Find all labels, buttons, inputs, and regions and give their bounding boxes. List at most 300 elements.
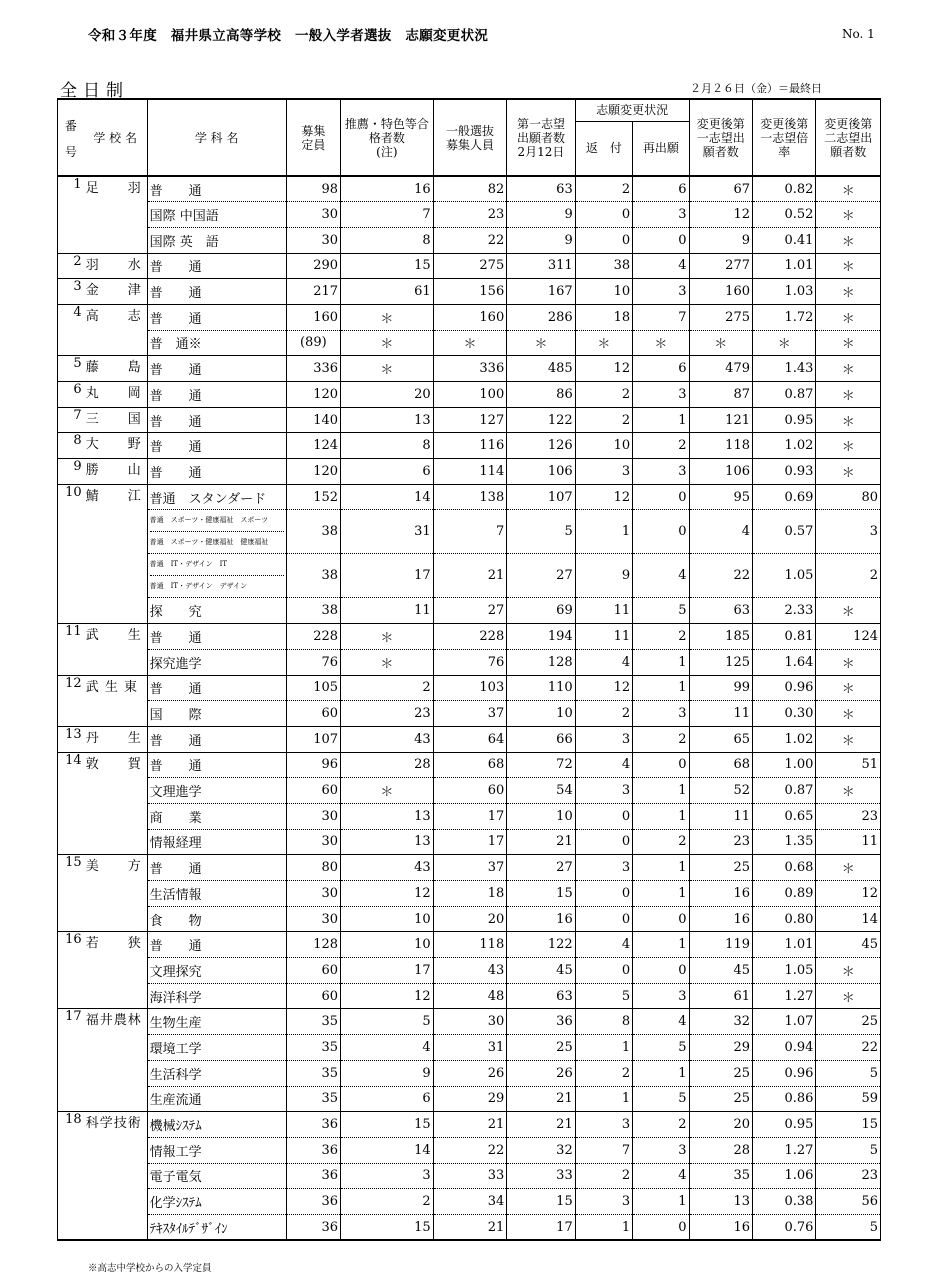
- school-name: 若 狭: [84, 932, 147, 1009]
- table-row: [58, 1086, 881, 1112]
- cell-ratio: 0.86: [753, 1086, 816, 1112]
- cell-quota: 80: [286, 855, 340, 881]
- cell-reapplied: 4: [633, 253, 689, 279]
- cell-after-first: 28: [689, 1137, 752, 1163]
- cell-second: 25: [816, 1009, 881, 1035]
- cell-after-first: 35: [689, 1163, 752, 1189]
- cell-first-choice: 66: [507, 726, 575, 752]
- cell-reapplied: 0: [633, 484, 689, 510]
- cell-returned: 2: [575, 382, 632, 408]
- cell-general: 103: [433, 675, 507, 701]
- cell-general: 31: [433, 1035, 507, 1061]
- cell-ratio: 0.30: [753, 701, 816, 727]
- cell-quota: 140: [286, 407, 340, 433]
- cell-second: 45: [816, 932, 881, 958]
- table-row: [58, 1060, 881, 1086]
- cell-second: 15: [816, 1112, 881, 1138]
- cell-suisen: 12: [341, 881, 434, 907]
- cell-first-choice: 25: [507, 1035, 575, 1061]
- cell-quota: 152: [286, 484, 340, 510]
- table-row: [58, 932, 881, 958]
- table-row: [58, 407, 881, 433]
- cell-returned: 38: [575, 253, 632, 279]
- cell-quota: 128: [286, 932, 340, 958]
- cell-quota: 120: [286, 459, 340, 485]
- cell-reapplied: 4: [633, 554, 689, 598]
- cell-reapplied: 1: [633, 778, 689, 804]
- col-first-choice: 第一志望出願者数 2月12日: [507, 99, 575, 176]
- cell-first-choice: 69: [507, 598, 575, 624]
- cell-second: 5: [816, 1137, 881, 1163]
- cell-general: 21: [433, 554, 507, 598]
- cell-second: ＊: [816, 176, 881, 202]
- cell-ratio: 1.02: [753, 726, 816, 752]
- cell-after-first: 13: [689, 1189, 752, 1215]
- table-row: [58, 1035, 881, 1061]
- cell-after-first: 479: [689, 356, 752, 382]
- cell-general: 20: [433, 906, 507, 932]
- cell-first-choice: 36: [507, 1009, 575, 1035]
- cell-ratio: 0.87: [753, 778, 816, 804]
- footnote: ※高志中学校からの入学定員: [88, 1263, 212, 1274]
- cell-reapplied: 3: [633, 279, 689, 305]
- cell-suisen: 20: [341, 382, 434, 408]
- cell-second: ＊: [816, 382, 881, 408]
- cell-general: 114: [433, 459, 507, 485]
- col-after-first: 変更後第一志望出願者数: [689, 99, 752, 176]
- cell-first-choice: 63: [507, 983, 575, 1009]
- cell-reapplied: 2: [633, 1112, 689, 1138]
- cell-after-first: 32: [689, 1009, 752, 1035]
- col-dept: 学 科 名: [147, 99, 286, 176]
- cell-general: 100: [433, 382, 507, 408]
- cell-suisen: 2: [341, 1189, 434, 1215]
- cell-after-first: 45: [689, 958, 752, 984]
- school-number: 18: [58, 1112, 84, 1240]
- cell-quota: 107: [286, 726, 340, 752]
- table-row: [58, 176, 881, 202]
- cell-general: 34: [433, 1189, 507, 1215]
- cell-first-choice: 9: [507, 227, 575, 253]
- cell-reapplied: 2: [633, 829, 689, 855]
- cell-general: 48: [433, 983, 507, 1009]
- cell-ratio: 1.00: [753, 752, 816, 778]
- cell-ratio: 1.02: [753, 433, 816, 459]
- cell-general: 160: [433, 304, 507, 330]
- cell-second: 59: [816, 1086, 881, 1112]
- cell-reapplied: 3: [633, 1137, 689, 1163]
- cell-suisen: 16: [341, 176, 434, 202]
- school-name: 科学技術: [84, 1112, 147, 1240]
- cell-first-choice: 27: [507, 554, 575, 598]
- cell-reapplied: 5: [633, 598, 689, 624]
- col-returned: 返 付: [575, 121, 632, 176]
- cell-ratio: 0.81: [753, 624, 816, 650]
- cell-ratio: 0.41: [753, 227, 816, 253]
- cell-ratio: 1.01: [753, 253, 816, 279]
- cell-quota: 290: [286, 253, 340, 279]
- cell-first-choice: 286: [507, 304, 575, 330]
- cell-quota: 160: [286, 304, 340, 330]
- cell-first-choice: 485: [507, 356, 575, 382]
- cell-second: 124: [816, 624, 881, 650]
- cell-suisen: ＊: [341, 304, 434, 330]
- cell-returned: 0: [575, 829, 632, 855]
- cell-suisen: 13: [341, 803, 434, 829]
- cell-reapplied: 0: [633, 958, 689, 984]
- cell-second: ＊: [816, 701, 881, 727]
- cell-after-first: 9: [689, 227, 752, 253]
- cell-quota: 30: [286, 227, 340, 253]
- cell-after-first: 106: [689, 459, 752, 485]
- cell-second: ＊: [816, 598, 881, 624]
- cell-after-first: 67: [689, 176, 752, 202]
- cell-ratio: 0.65: [753, 803, 816, 829]
- cell-reapplied: 4: [633, 1163, 689, 1189]
- report-date: ２月２６日（金）＝最終日: [690, 82, 822, 95]
- school-number: 4: [58, 304, 84, 355]
- cell-ratio: 0.96: [753, 1060, 816, 1086]
- cell-quota: 30: [286, 829, 340, 855]
- cell-general: 23: [433, 202, 507, 228]
- school-number: 3: [58, 279, 84, 305]
- cell-first-choice: 16: [507, 906, 575, 932]
- cell-ratio: 1.72: [753, 304, 816, 330]
- cell-after-first: 25: [689, 855, 752, 881]
- table-row: [58, 202, 881, 228]
- cell-second: ＊: [816, 855, 881, 881]
- department-name: 普 通: [147, 932, 286, 958]
- cell-quota: 30: [286, 906, 340, 932]
- cell-after-first: 63: [689, 598, 752, 624]
- cell-reapplied: 3: [633, 382, 689, 408]
- school-name: 丹 生: [84, 726, 147, 752]
- cell-ratio: 0.95: [753, 1112, 816, 1138]
- cell-ratio: 0.76: [753, 1214, 816, 1240]
- cell-first-choice: 21: [507, 829, 575, 855]
- table-row: [58, 983, 881, 1009]
- cell-quota: 35: [286, 1009, 340, 1035]
- table-row: [58, 803, 881, 829]
- table-row: [58, 752, 881, 778]
- cell-reapplied: 1: [633, 407, 689, 433]
- cell-returned: 7: [575, 1137, 632, 1163]
- department-name: 環境工学: [147, 1035, 286, 1061]
- cell-second: ＊: [816, 649, 881, 675]
- cell-suisen: 12: [341, 983, 434, 1009]
- school-number: 2: [58, 253, 84, 279]
- department-name: 国際 英 語: [147, 227, 286, 253]
- cell-second: 11: [816, 829, 881, 855]
- cell-first-choice: 17: [507, 1214, 575, 1240]
- col-quota: 募集定員: [286, 99, 340, 176]
- cell-quota: 36: [286, 1112, 340, 1138]
- department-name: 文理進学: [147, 778, 286, 804]
- cell-suisen: 10: [341, 906, 434, 932]
- cell-quota: 30: [286, 881, 340, 907]
- cell-second: ＊: [816, 304, 881, 330]
- department-name: 情報工学: [147, 1137, 286, 1163]
- department-name: 商 業: [147, 803, 286, 829]
- cell-returned: 2: [575, 701, 632, 727]
- school-number: 9: [58, 459, 84, 485]
- school-name: 鯖 江: [84, 484, 147, 623]
- cell-second: 80: [816, 484, 881, 510]
- cell-returned: 2: [575, 1163, 632, 1189]
- table-row: [58, 1137, 881, 1163]
- school-number: 10: [58, 484, 84, 623]
- cell-first-choice: 9: [507, 202, 575, 228]
- cell-reapplied: 2: [633, 726, 689, 752]
- cell-suisen: 6: [341, 1086, 434, 1112]
- school-name: 福井農林: [84, 1009, 147, 1112]
- cell-returned: 3: [575, 1189, 632, 1215]
- cell-after-first: 125: [689, 649, 752, 675]
- cell-second: 56: [816, 1189, 881, 1215]
- cell-quota: 36: [286, 1163, 340, 1189]
- cell-first-choice: 21: [507, 1086, 575, 1112]
- cell-returned: 3: [575, 1112, 632, 1138]
- cell-returned: 4: [575, 649, 632, 675]
- cell-suisen: ＊: [341, 624, 434, 650]
- department-name: 普 通: [147, 855, 286, 881]
- cell-quota: 38: [286, 554, 340, 598]
- cell-ratio: 1.05: [753, 958, 816, 984]
- table-row: [58, 1214, 881, 1240]
- cell-reapplied: 3: [633, 202, 689, 228]
- cell-returned: 10: [575, 433, 632, 459]
- cell-after-first: 11: [689, 701, 752, 727]
- table-row: [58, 382, 881, 408]
- cell-returned: 1: [575, 1214, 632, 1240]
- cell-first-choice: 106: [507, 459, 575, 485]
- col-no: 番号: [58, 99, 84, 176]
- cell-second: ＊: [816, 330, 881, 356]
- cell-second: ＊: [816, 433, 881, 459]
- cell-first-choice: 122: [507, 407, 575, 433]
- col-school: 学 校 名: [84, 99, 147, 176]
- cell-first-choice: 194: [507, 624, 575, 650]
- cell-after-first: 25: [689, 1060, 752, 1086]
- cell-suisen: 13: [341, 829, 434, 855]
- table-row: [58, 554, 881, 598]
- cell-general: 156: [433, 279, 507, 305]
- department-name: [147, 510, 286, 554]
- table-row: [58, 356, 881, 382]
- cell-suisen: 10: [341, 932, 434, 958]
- cell-reapplied: 0: [633, 227, 689, 253]
- cell-second: ＊: [816, 778, 881, 804]
- cell-reapplied: 7: [633, 304, 689, 330]
- department-name: 海洋科学: [147, 983, 286, 1009]
- cell-after-first: 275: [689, 304, 752, 330]
- cell-second: 22: [816, 1035, 881, 1061]
- cell-first-choice: 15: [507, 881, 575, 907]
- sub-course-label: 普通 スポーツ・健康福祉 健康福祉: [150, 531, 284, 553]
- cell-returned: 4: [575, 932, 632, 958]
- cell-first-choice: 10: [507, 803, 575, 829]
- cell-after-first: 22: [689, 554, 752, 598]
- department-name: ﾃｷｽﾀｲﾙﾃﾞｻﾞｲﾝ: [147, 1214, 286, 1240]
- cell-reapplied: ＊: [633, 330, 689, 356]
- cell-returned: 9: [575, 554, 632, 598]
- cell-returned: 11: [575, 598, 632, 624]
- cell-ratio: 1.27: [753, 1137, 816, 1163]
- cell-suisen: ＊: [341, 356, 434, 382]
- cell-ratio: 0.87: [753, 382, 816, 408]
- cell-second: ＊: [816, 279, 881, 305]
- table-row: [58, 906, 881, 932]
- cell-ratio: 1.06: [753, 1163, 816, 1189]
- cell-after-first: 65: [689, 726, 752, 752]
- cell-general: 127: [433, 407, 507, 433]
- cell-first-choice: 110: [507, 675, 575, 701]
- school-number: 16: [58, 932, 84, 1009]
- cell-quota: 60: [286, 701, 340, 727]
- school-number: 7: [58, 407, 84, 433]
- cell-ratio: 0.95: [753, 407, 816, 433]
- cell-after-first: 16: [689, 1214, 752, 1240]
- department-name: 探 究: [147, 598, 286, 624]
- cell-suisen: 6: [341, 459, 434, 485]
- table-row: [58, 279, 881, 305]
- cell-after-first: 20: [689, 1112, 752, 1138]
- department-name: 生活科学: [147, 1060, 286, 1086]
- cell-first-choice: 27: [507, 855, 575, 881]
- cell-suisen: 11: [341, 598, 434, 624]
- cell-quota: 38: [286, 510, 340, 554]
- cell-returned: 0: [575, 227, 632, 253]
- cell-returned: 4: [575, 752, 632, 778]
- cell-after-first: 12: [689, 202, 752, 228]
- cell-ratio: 1.07: [753, 1009, 816, 1035]
- cell-reapplied: 6: [633, 356, 689, 382]
- cell-first-choice: ＊: [507, 330, 575, 356]
- cell-reapplied: 0: [633, 510, 689, 554]
- cell-returned: 3: [575, 459, 632, 485]
- cell-returned: 1: [575, 1086, 632, 1112]
- cell-returned: 12: [575, 484, 632, 510]
- cell-suisen: 14: [341, 484, 434, 510]
- cell-first-choice: 107: [507, 484, 575, 510]
- cell-general: 118: [433, 932, 507, 958]
- cell-general: 60: [433, 778, 507, 804]
- cell-first-choice: 15: [507, 1189, 575, 1215]
- cell-first-choice: 63: [507, 176, 575, 202]
- cell-first-choice: 10: [507, 701, 575, 727]
- school-name: 足 羽: [84, 176, 147, 253]
- table-row: [58, 484, 881, 510]
- department-name: [147, 554, 286, 598]
- cell-returned: 18: [575, 304, 632, 330]
- cell-second: ＊: [816, 958, 881, 984]
- cell-first-choice: 33: [507, 1163, 575, 1189]
- cell-suisen: 15: [341, 1112, 434, 1138]
- cell-suisen: 4: [341, 1035, 434, 1061]
- cell-second: 14: [816, 906, 881, 932]
- cell-reapplied: 5: [633, 1086, 689, 1112]
- col-general: 一般選抜募集人員: [433, 99, 507, 176]
- cell-reapplied: 0: [633, 906, 689, 932]
- cell-suisen: 15: [341, 253, 434, 279]
- cell-ratio: 1.43: [753, 356, 816, 382]
- col-suisen: 推薦・特色等合格者数 (注): [341, 99, 434, 176]
- cell-quota: 105: [286, 675, 340, 701]
- cell-after-first: 25: [689, 1086, 752, 1112]
- cell-reapplied: 6: [633, 176, 689, 202]
- cell-after-first: ＊: [689, 330, 752, 356]
- department-name: 生産流通: [147, 1086, 286, 1112]
- cell-general: 138: [433, 484, 507, 510]
- school-number: 12: [58, 675, 84, 726]
- cell-second: 2: [816, 554, 881, 598]
- department-name: 普 通: [147, 304, 286, 330]
- cell-general: 37: [433, 701, 507, 727]
- department-name: 普 通※: [147, 330, 286, 356]
- school-name: 藤 島: [84, 356, 147, 382]
- school-name: 金 津: [84, 279, 147, 305]
- cell-returned: 3: [575, 778, 632, 804]
- cell-after-first: 4: [689, 510, 752, 554]
- cell-reapplied: 1: [633, 855, 689, 881]
- cell-returned: 3: [575, 855, 632, 881]
- cell-general: 37: [433, 855, 507, 881]
- cell-first-choice: 5: [507, 510, 575, 554]
- school-number: 11: [58, 624, 84, 675]
- col-change-group: 志願変更状況: [575, 99, 689, 121]
- department-name: 普 通: [147, 382, 286, 408]
- cell-quota: 35: [286, 1086, 340, 1112]
- cell-general: 26: [433, 1060, 507, 1086]
- cell-second: 51: [816, 752, 881, 778]
- cell-suisen: 43: [341, 855, 434, 881]
- cell-after-first: 99: [689, 675, 752, 701]
- cell-suisen: 3: [341, 1163, 434, 1189]
- cell-after-first: 16: [689, 881, 752, 907]
- cell-second: ＊: [816, 983, 881, 1009]
- cell-ratio: ＊: [753, 330, 816, 356]
- page-number: No. 1: [842, 27, 875, 41]
- cell-after-first: 68: [689, 752, 752, 778]
- cell-quota: 36: [286, 1137, 340, 1163]
- cell-ratio: 1.35: [753, 829, 816, 855]
- school-name: 丸 岡: [84, 382, 147, 408]
- cell-returned: 2: [575, 176, 632, 202]
- cell-ratio: 0.68: [753, 855, 816, 881]
- admission-table: [57, 98, 881, 1241]
- cell-ratio: 2.33: [753, 598, 816, 624]
- cell-second: ＊: [816, 202, 881, 228]
- cell-reapplied: 1: [633, 803, 689, 829]
- cell-returned: 0: [575, 202, 632, 228]
- cell-quota: 60: [286, 983, 340, 1009]
- cell-returned: 2: [575, 1060, 632, 1086]
- cell-reapplied: 1: [633, 1189, 689, 1215]
- cell-suisen: 7: [341, 202, 434, 228]
- cell-returned: 2: [575, 407, 632, 433]
- cell-general: 22: [433, 1137, 507, 1163]
- cell-reapplied: 1: [633, 932, 689, 958]
- cell-suisen: ＊: [341, 778, 434, 804]
- cell-ratio: 0.57: [753, 510, 816, 554]
- cell-first-choice: 167: [507, 279, 575, 305]
- cell-suisen: ＊: [341, 330, 434, 356]
- school-number: 8: [58, 433, 84, 459]
- cell-first-choice: 45: [507, 958, 575, 984]
- cell-ratio: 0.38: [753, 1189, 816, 1215]
- department-name: 普 通: [147, 433, 286, 459]
- cell-quota: 76: [286, 649, 340, 675]
